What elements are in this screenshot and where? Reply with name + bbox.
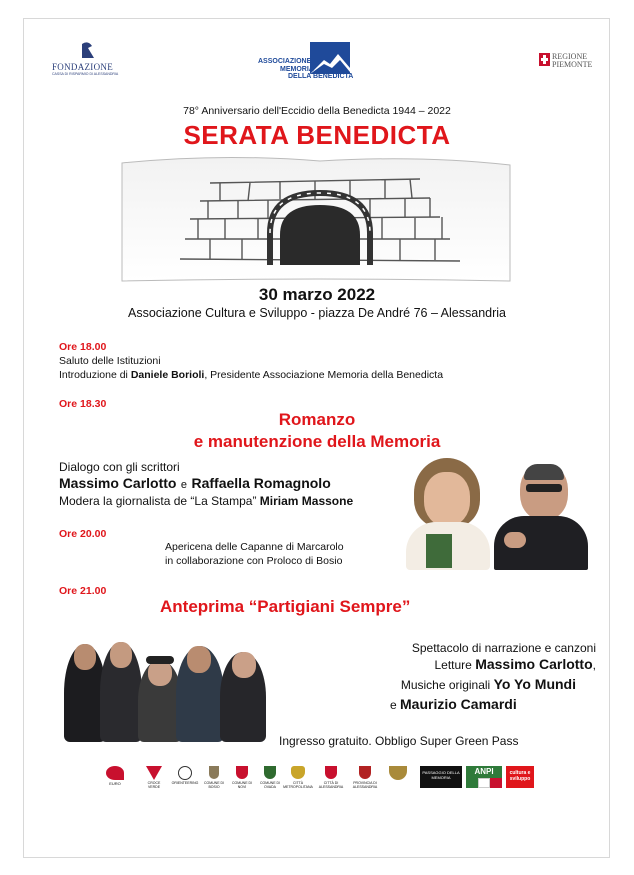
- fondazione-sub: CASSA DI RISPARMIO DI ALESSANDRIA: [52, 72, 119, 76]
- event-date: 30 marzo 2022: [258, 285, 376, 304]
- slot3-line1: Apericena delle Capanne di Marcarolo: [165, 541, 344, 553]
- slot1-line2: Introduzione di Daniele Borioli, Presidente Associazione Memoria della Benedicta: [59, 369, 444, 381]
- fondazione-logo: [52, 40, 122, 80]
- moderator-name: Miriam Massone: [259, 494, 354, 508]
- patron-logo-ovada: COMUNE DI OVADA: [258, 766, 282, 788]
- slot4-time: Ore 21.00: [59, 585, 107, 597]
- patron-logo-croce-verde: CROCE VERDE: [142, 766, 166, 788]
- speaker-name: Daniele Borioli: [130, 369, 205, 381]
- author-photo-woman: [400, 458, 496, 570]
- slot2-title2: e manutenzione della Memoria: [193, 432, 441, 451]
- reader-name: Massimo Carlotto: [475, 656, 593, 672]
- associazione-line2: MEMORIA: [280, 66, 314, 73]
- author2: Raffaella Romagnolo: [191, 475, 331, 491]
- patron-logo-cultura-sviluppo: cultura e sviluppo: [506, 766, 534, 788]
- regione-line2: PIEMONTE: [552, 60, 593, 69]
- slot2-authors: Massimo Carlotto e Raffaella Romagnolo: [59, 475, 331, 491]
- slot4-line2: Letture Massimo Carlotto,: [434, 656, 596, 672]
- associazione-mountain-icon: [310, 42, 350, 74]
- fondazione-name: FONDAZIONE: [52, 62, 113, 72]
- slot2-title1: Romanzo: [278, 410, 356, 429]
- patron-logo-orienteering: ORIENTEERING: [170, 766, 200, 788]
- author-photo-man: [490, 462, 588, 570]
- patron-logo-euro: EURO: [100, 766, 130, 788]
- event-title: SERATA BENEDICTA: [183, 120, 451, 150]
- anniversary-line: 78° Anniversario dell'Eccidio della Benedicta 1944 – 2022: [183, 105, 451, 117]
- event-venue: Associazione Cultura e Sviluppo - piazza De André 76 – Alessandria: [128, 306, 506, 320]
- slot4-line4: e Maurizio Camardi: [390, 696, 517, 712]
- band-photo: [60, 638, 270, 742]
- associazione-logo: [258, 42, 358, 78]
- regione-flag-icon: [539, 53, 550, 66]
- fondazione-emblem-icon: [78, 40, 98, 60]
- patron-logo-citta-metropolitana: CITTÀ METROPOLITANA: [284, 766, 312, 788]
- slot2-time: Ore 18.30: [59, 398, 107, 410]
- regione-logo: [539, 52, 601, 70]
- associazione-line3: DELLA BENEDICTA: [288, 73, 354, 80]
- slot2-intro: Dialogo con gli scrittori: [59, 460, 180, 474]
- slot3-time: Ore 20.00: [59, 528, 107, 540]
- patron-logo-passaggio-memoria: [383, 766, 413, 788]
- patron-logo-anpi: ANPI: [466, 766, 502, 788]
- associazione-line1: ASSOCIAZIONE: [258, 58, 312, 65]
- slot2-moderator: Modera la giornalista de “La Stampa” Miriam Massone: [59, 494, 354, 508]
- slot3-line2: in collaborazione con Proloco di Bosio: [165, 555, 343, 567]
- slot1-time: Ore 18.00: [59, 341, 107, 353]
- patron-logo-novi: COMUNE DI NOVI: [230, 766, 254, 788]
- regione-line1: REGIONE: [552, 52, 588, 61]
- ruin-sketch-image: [120, 153, 512, 283]
- slot1-line1: Saluto delle Istituzioni: [59, 355, 161, 367]
- author1: Massimo Carlotto: [59, 475, 177, 491]
- slot4-line3: Musiche originali Yo Yo Mundi: [400, 676, 576, 692]
- patron-logo-provincia-alessandria: PROVINCIA DI ALESSANDRIA: [350, 766, 380, 788]
- musician-name: Maurizio Camardi: [400, 696, 517, 712]
- patron-logo-citta-alessandria: CITTÀ DI ALESSANDRIA: [316, 766, 346, 788]
- admission-note: Ingresso gratuito. Obbligo Super Green Pass: [279, 734, 519, 748]
- band-name: Yo Yo Mundi: [493, 676, 576, 692]
- slot4-line1: Spettacolo di narrazione e canzoni: [411, 641, 596, 655]
- patron-logo-passaggio-box: PASSAGGIO DELLA MEMORIA: [420, 766, 462, 788]
- slot4-title: Anteprima “Partigiani Sempre”: [160, 597, 411, 616]
- patron-logo-bosio: COMUNE DI BOSIO: [204, 766, 224, 788]
